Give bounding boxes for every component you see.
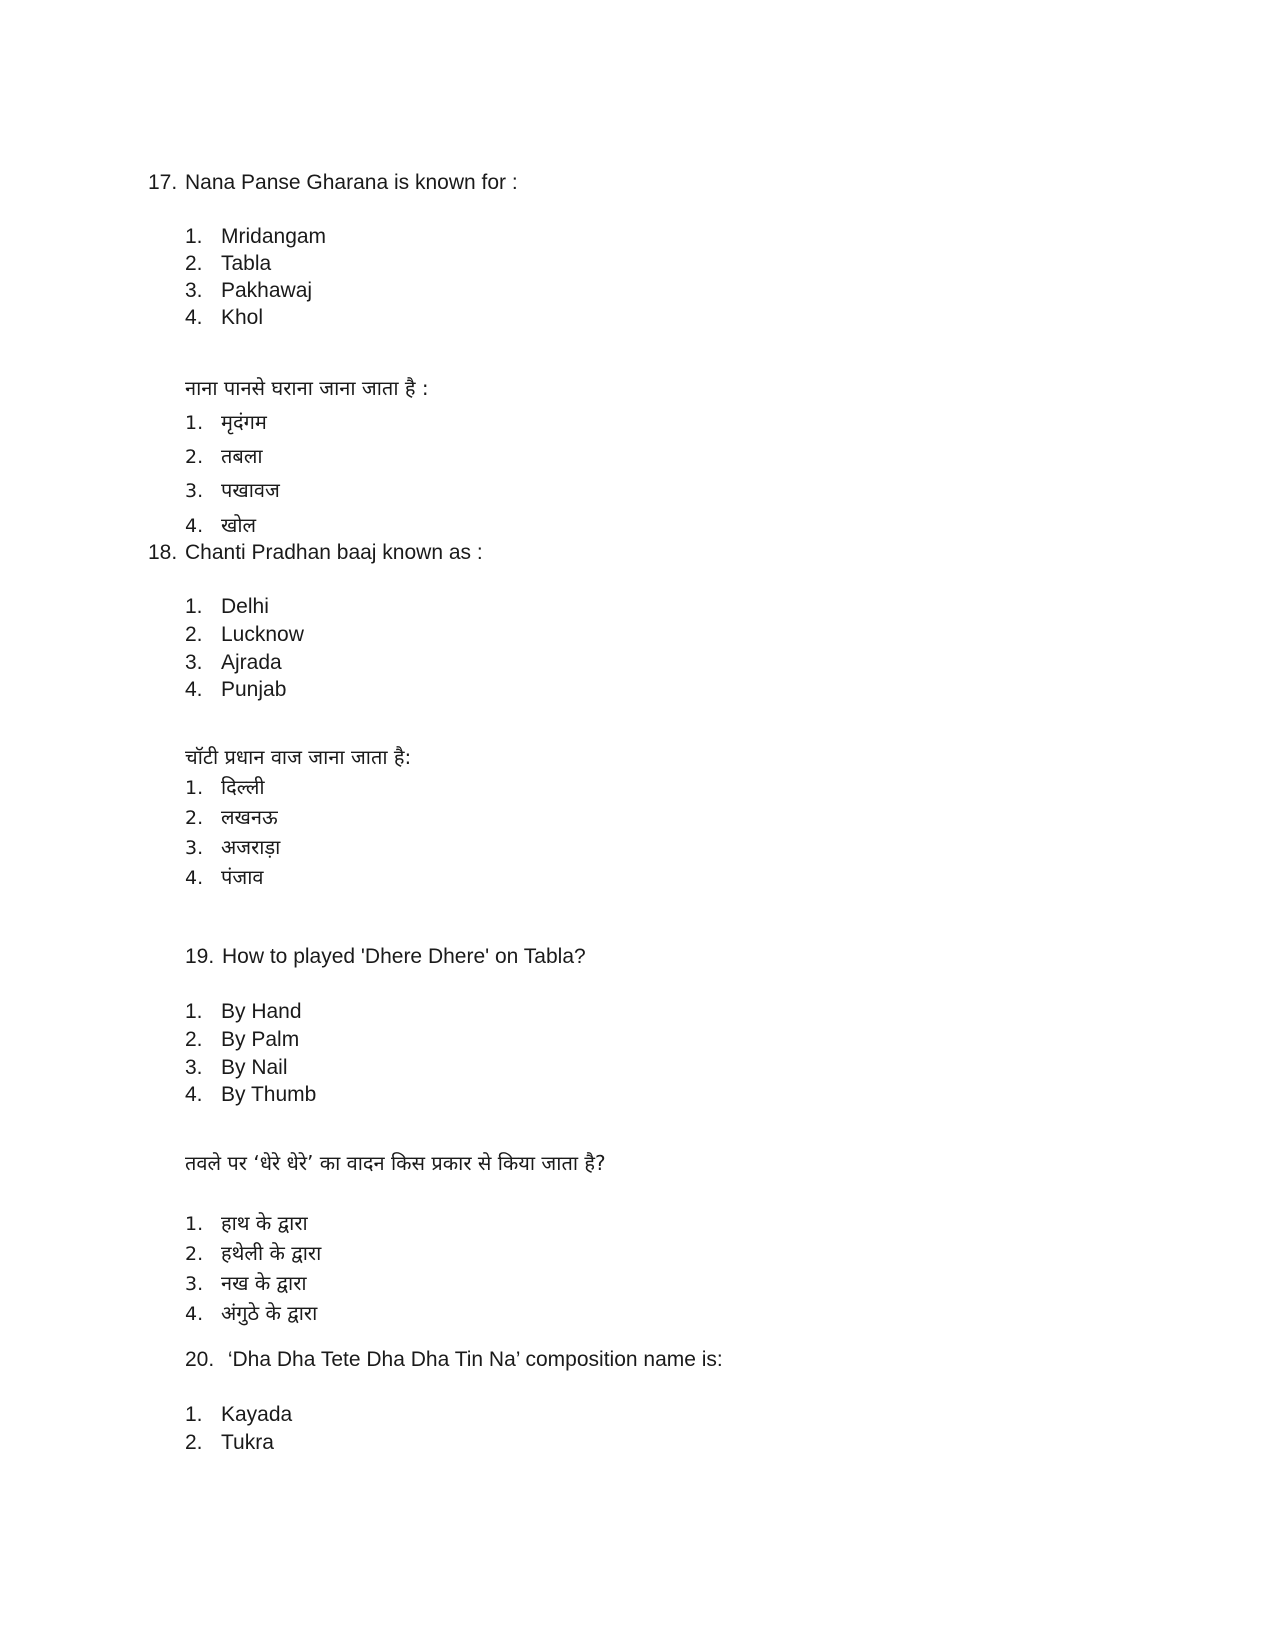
option-text: Ajrada (221, 651, 282, 674)
option-text: By Palm (221, 1028, 300, 1051)
option-number: 3. (185, 1273, 204, 1295)
option-text: मृदंगम (221, 410, 267, 434)
option-number: 2. (185, 446, 204, 468)
option-text: Tukra (221, 1431, 274, 1454)
option-number: 3. (185, 480, 204, 502)
question-number: 18. (148, 541, 178, 564)
hindi-option (185, 834, 280, 861)
question-text: Chanti Pradhan baaj known as : (185, 541, 483, 564)
option-number: 2. (185, 252, 203, 275)
option (185, 278, 312, 304)
option-number: 2. (185, 1431, 203, 1454)
option (185, 677, 286, 703)
hindi-question-text: तवले पर ‘धेरे धेरे’ का वादन किस प्रकार से किया जाता है? (185, 1151, 606, 1175)
option-number: 4. (185, 1303, 204, 1325)
option-number: 1. (185, 1213, 204, 1235)
question-number: 19. (185, 945, 215, 968)
option-text: हथेली के द्वारा (221, 1241, 322, 1265)
option-text: Punjab (221, 678, 287, 701)
option-number: 4. (185, 678, 203, 701)
option-text: Pakhawaj (221, 279, 313, 302)
hindi-question-text: चॉटी प्रधान वाज जाना जाता है: (185, 745, 412, 769)
option-number: 4. (185, 867, 204, 889)
option-text: तबला (221, 444, 263, 468)
option-number: 2. (185, 623, 203, 646)
option-text: By Thumb (221, 1083, 317, 1106)
option (185, 1082, 316, 1108)
question-number: 20. (185, 1348, 215, 1371)
option-number: 3. (185, 1056, 203, 1079)
hindi-option (185, 443, 263, 470)
option-text: हाथ के द्वारा (221, 1211, 308, 1235)
option-number: 1. (185, 1403, 203, 1426)
question-text: How to played 'Dhere Dhere' on Tabla? (222, 945, 586, 968)
option-text: पंजाव (221, 865, 264, 889)
option-number: 1. (185, 1000, 203, 1023)
option (185, 305, 263, 331)
option (185, 1055, 288, 1081)
option-text: लखनऊ (221, 805, 278, 829)
hindi-option (185, 1240, 321, 1267)
option-text: Lucknow (221, 623, 304, 646)
option-text: अजराड़ा (221, 835, 281, 859)
option-text: Delhi (221, 595, 269, 618)
option-number: 3. (185, 837, 204, 859)
option (185, 251, 271, 277)
option-text: Tabla (221, 252, 272, 275)
option-text: By Nail (221, 1056, 288, 1079)
question-20-title (185, 1347, 723, 1373)
option (185, 594, 269, 620)
option-number: 1. (185, 595, 203, 618)
question-number: 17. (148, 171, 178, 194)
option-number: 2. (185, 807, 204, 829)
option (185, 1430, 274, 1456)
option-number: 2. (185, 1028, 203, 1051)
option (185, 650, 282, 676)
option-number: 1. (185, 777, 204, 799)
option (185, 224, 326, 250)
option-number: 1. (185, 412, 204, 434)
option-number: 4. (185, 306, 203, 329)
option-text: Mridangam (221, 225, 327, 248)
option (185, 1027, 299, 1053)
option-number: 4. (185, 1083, 203, 1106)
option-text: अंगुठे के द्वारा (221, 1301, 318, 1325)
option-number: 4. (185, 515, 204, 537)
option-text: दिल्ली (221, 775, 265, 799)
hindi-option (185, 512, 256, 539)
hindi-question-text: नाना पानसे घराना जाना जाता है : (185, 376, 429, 400)
option-number: 2. (185, 1243, 204, 1265)
question-19-title (185, 944, 586, 970)
option-text: पखावज (221, 478, 280, 502)
option (185, 999, 302, 1025)
hindi-option (185, 1210, 308, 1237)
option-number: 3. (185, 279, 203, 302)
hindi-option (185, 774, 265, 801)
hindi-option (185, 864, 264, 891)
question-text: Nana Panse Gharana is known for : (185, 171, 518, 194)
hindi-option (185, 477, 280, 504)
option-text: नख के द्वारा (221, 1271, 307, 1295)
question-text: ‘Dha Dha Tete Dha Dha Tin Na’ composition name is: (222, 1348, 723, 1371)
question-18-title (148, 540, 483, 566)
option (185, 1402, 292, 1428)
option (185, 622, 304, 648)
option-text: खोल (221, 513, 257, 537)
question-17-title (148, 170, 518, 196)
hindi-option (185, 1300, 317, 1327)
hindi-option (185, 804, 278, 831)
hindi-option (185, 1270, 307, 1297)
option-text: By Hand (221, 1000, 302, 1023)
option-text: Kayada (221, 1403, 293, 1426)
hindi-option (185, 409, 267, 436)
option-text: Khol (221, 306, 264, 329)
option-number: 1. (185, 225, 203, 248)
option-number: 3. (185, 651, 203, 674)
